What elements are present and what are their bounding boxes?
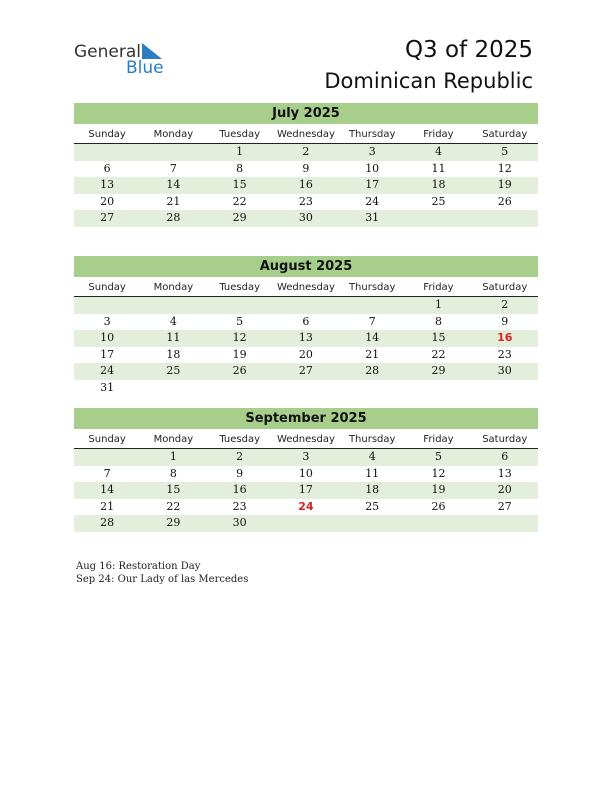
day-cell: 24 bbox=[100, 364, 115, 377]
day-cell: 27 bbox=[497, 499, 512, 513]
day-cell: 15 bbox=[431, 331, 446, 344]
weekday-label: Saturday bbox=[482, 129, 528, 140]
calendar-july bbox=[74, 103, 538, 227]
weekday-label: Wednesday bbox=[276, 282, 335, 293]
month-title: September 2025 bbox=[74, 408, 538, 429]
day-cell: 5 bbox=[236, 314, 244, 328]
day-cell: 21 bbox=[365, 347, 380, 361]
day-cell: 25 bbox=[166, 364, 181, 377]
day-cell: 26 bbox=[431, 499, 446, 513]
empty-day-cell bbox=[405, 380, 471, 397]
day-cell: 2 bbox=[302, 145, 310, 158]
empty-day-cell bbox=[472, 515, 538, 532]
day-cell: 18 bbox=[431, 178, 446, 191]
month-title: August 2025 bbox=[74, 256, 538, 277]
weekday-label: Tuesday bbox=[219, 282, 260, 293]
day-cell: 18 bbox=[166, 347, 181, 361]
day-cell: 13 bbox=[100, 178, 115, 191]
day-cell: 16 bbox=[298, 178, 313, 191]
weekday-label: Saturday bbox=[482, 434, 528, 445]
day-cell: 17 bbox=[298, 483, 313, 496]
weekday-header-row bbox=[74, 126, 538, 144]
day-cell: 29 bbox=[232, 211, 247, 224]
day-cell: 22 bbox=[232, 194, 247, 208]
weekday-label: Wednesday bbox=[276, 434, 335, 445]
empty-day-cell bbox=[339, 297, 405, 314]
day-cell: 8 bbox=[169, 466, 177, 480]
week-row bbox=[74, 482, 538, 499]
logo-blue-text: Blue bbox=[126, 58, 164, 78]
day-cell: 1 bbox=[169, 450, 177, 463]
day-cell: 15 bbox=[166, 483, 181, 496]
day-cell: 4 bbox=[434, 145, 442, 158]
day-cell: 2 bbox=[501, 298, 509, 311]
day-cell: 8 bbox=[236, 161, 244, 175]
week-row bbox=[74, 144, 538, 161]
day-cell: 3 bbox=[302, 450, 310, 463]
weekday-label: Wednesday bbox=[276, 129, 335, 140]
day-cell: 28 bbox=[365, 364, 380, 377]
week-row bbox=[74, 499, 538, 516]
day-cell: 20 bbox=[497, 483, 512, 496]
day-cell: 21 bbox=[166, 194, 181, 208]
day-cell: 11 bbox=[166, 331, 181, 344]
day-cell: 19 bbox=[497, 178, 512, 191]
day-cell: 31 bbox=[365, 211, 380, 224]
calendar-september bbox=[74, 408, 538, 532]
week-row bbox=[74, 210, 538, 227]
empty-day-cell bbox=[74, 297, 140, 314]
week-row bbox=[74, 363, 538, 380]
weekday-header-row bbox=[74, 431, 538, 449]
empty-day-cell bbox=[405, 515, 471, 532]
empty-day-cell bbox=[74, 449, 140, 466]
day-cell: 27 bbox=[298, 364, 313, 377]
empty-day-cell bbox=[273, 297, 339, 314]
day-cell: 26 bbox=[232, 364, 247, 377]
week-row bbox=[74, 515, 538, 532]
day-cell: 18 bbox=[365, 483, 380, 496]
country-subtitle: Dominican Republic bbox=[324, 69, 533, 93]
empty-day-cell bbox=[339, 380, 405, 397]
empty-day-cell bbox=[140, 380, 206, 397]
weekday-label: Thursday bbox=[348, 434, 396, 445]
week-row bbox=[74, 330, 538, 347]
weekday-label: Friday bbox=[423, 282, 454, 293]
weekday-label: Tuesday bbox=[219, 434, 260, 445]
empty-day-cell bbox=[273, 380, 339, 397]
week-row bbox=[74, 161, 538, 178]
weekday-label: Sunday bbox=[88, 129, 126, 140]
day-cell: 22 bbox=[166, 499, 181, 513]
day-cell: 9 bbox=[302, 161, 310, 175]
weekday-label: Sunday bbox=[88, 282, 126, 293]
day-cell: 20 bbox=[100, 194, 115, 208]
day-cell: 29 bbox=[431, 364, 446, 377]
day-cell: 15 bbox=[232, 178, 247, 191]
logo bbox=[74, 42, 174, 78]
day-cell: 6 bbox=[302, 314, 310, 328]
weekday-label: Monday bbox=[153, 129, 194, 140]
empty-day-cell bbox=[472, 380, 538, 397]
day-cell: 1 bbox=[434, 298, 442, 311]
day-cell: 21 bbox=[100, 499, 115, 513]
day-cell: 14 bbox=[166, 178, 181, 191]
weekday-label: Monday bbox=[153, 282, 194, 293]
month-title: July 2025 bbox=[74, 103, 538, 124]
day-cell: 2 bbox=[236, 450, 244, 463]
day-cell: 9 bbox=[236, 466, 244, 480]
empty-day-cell bbox=[74, 144, 140, 161]
holiday-note: Aug 16: Restoration Day bbox=[76, 561, 201, 572]
day-cell: 30 bbox=[232, 516, 247, 529]
day-cell: 6 bbox=[103, 161, 111, 175]
empty-day-cell bbox=[207, 297, 273, 314]
day-cell: 23 bbox=[497, 347, 512, 361]
day-cell: 3 bbox=[368, 145, 376, 158]
weekday-label: Tuesday bbox=[219, 129, 260, 140]
weekday-label: Monday bbox=[153, 434, 194, 445]
empty-day-cell bbox=[140, 297, 206, 314]
weekday-label: Sunday bbox=[88, 434, 126, 445]
day-cell: 20 bbox=[298, 347, 313, 361]
day-cell: 30 bbox=[298, 211, 313, 224]
day-cell: 13 bbox=[298, 331, 313, 344]
day-cell: 1 bbox=[236, 145, 244, 158]
weekday-label: Friday bbox=[423, 129, 454, 140]
calendar-august bbox=[74, 256, 538, 396]
day-cell: 14 bbox=[100, 483, 115, 496]
logo-general-text: General bbox=[74, 42, 141, 62]
day-cell: 30 bbox=[497, 364, 512, 377]
day-cell: 11 bbox=[365, 466, 380, 480]
day-cell: 13 bbox=[497, 466, 512, 480]
day-cell: 27 bbox=[100, 211, 115, 224]
week-row bbox=[74, 380, 538, 397]
empty-day-cell bbox=[140, 144, 206, 161]
day-cell: 12 bbox=[497, 161, 512, 175]
day-cell: 22 bbox=[431, 347, 446, 361]
day-cell: 10 bbox=[100, 331, 115, 344]
empty-day-cell bbox=[472, 210, 538, 227]
day-cell: 29 bbox=[166, 516, 181, 529]
day-cell: 9 bbox=[501, 314, 509, 328]
day-cell: 3 bbox=[103, 314, 111, 328]
week-row bbox=[74, 177, 538, 194]
week-row bbox=[74, 314, 538, 331]
day-cell: 19 bbox=[431, 483, 446, 496]
day-cell: 8 bbox=[434, 314, 442, 328]
empty-day-cell bbox=[207, 380, 273, 397]
day-cell: 4 bbox=[169, 314, 177, 328]
logo-triangle-icon bbox=[142, 43, 164, 59]
week-row bbox=[74, 466, 538, 483]
day-cell: 7 bbox=[103, 466, 111, 480]
day-cell: 4 bbox=[368, 450, 376, 463]
day-cell: 16 bbox=[232, 483, 247, 496]
day-cell: 7 bbox=[368, 314, 376, 328]
day-cell: 12 bbox=[431, 466, 446, 480]
weekday-label: Friday bbox=[423, 434, 454, 445]
day-cell: 7 bbox=[169, 161, 177, 175]
day-cell: 12 bbox=[232, 331, 247, 344]
weekday-label: Saturday bbox=[482, 282, 528, 293]
week-row bbox=[74, 194, 538, 211]
day-cell: 25 bbox=[365, 499, 380, 513]
day-cell: 16 bbox=[497, 331, 513, 344]
holiday-note: Sep 24: Our Lady of las Mercedes bbox=[76, 573, 249, 585]
weekday-label: Thursday bbox=[348, 282, 396, 293]
day-cell: 23 bbox=[298, 194, 313, 208]
empty-day-cell bbox=[273, 515, 339, 532]
day-cell: 10 bbox=[298, 466, 313, 480]
day-cell: 24 bbox=[298, 499, 314, 513]
day-cell: 17 bbox=[100, 347, 115, 361]
holiday-notes bbox=[76, 561, 248, 586]
day-cell: 24 bbox=[365, 194, 380, 208]
day-cell: 5 bbox=[434, 450, 442, 463]
weekday-label: Thursday bbox=[348, 129, 396, 140]
day-cell: 14 bbox=[365, 331, 380, 344]
page-title: Q3 of 2025 bbox=[404, 37, 533, 63]
week-row bbox=[74, 297, 538, 314]
day-cell: 28 bbox=[100, 516, 115, 529]
day-cell: 26 bbox=[497, 194, 512, 208]
week-row bbox=[74, 347, 538, 364]
day-cell: 17 bbox=[365, 178, 380, 191]
day-cell: 25 bbox=[431, 194, 446, 208]
day-cell: 11 bbox=[431, 161, 446, 175]
day-cell: 5 bbox=[501, 145, 509, 158]
day-cell: 19 bbox=[232, 347, 247, 361]
week-row bbox=[74, 449, 538, 466]
day-cell: 10 bbox=[365, 161, 380, 175]
empty-day-cell bbox=[339, 515, 405, 532]
empty-day-cell bbox=[405, 210, 471, 227]
day-cell: 23 bbox=[232, 499, 247, 513]
day-cell: 31 bbox=[100, 380, 115, 394]
day-cell: 6 bbox=[501, 450, 509, 463]
day-cell: 28 bbox=[166, 211, 181, 224]
weekday-header-row bbox=[74, 279, 538, 297]
